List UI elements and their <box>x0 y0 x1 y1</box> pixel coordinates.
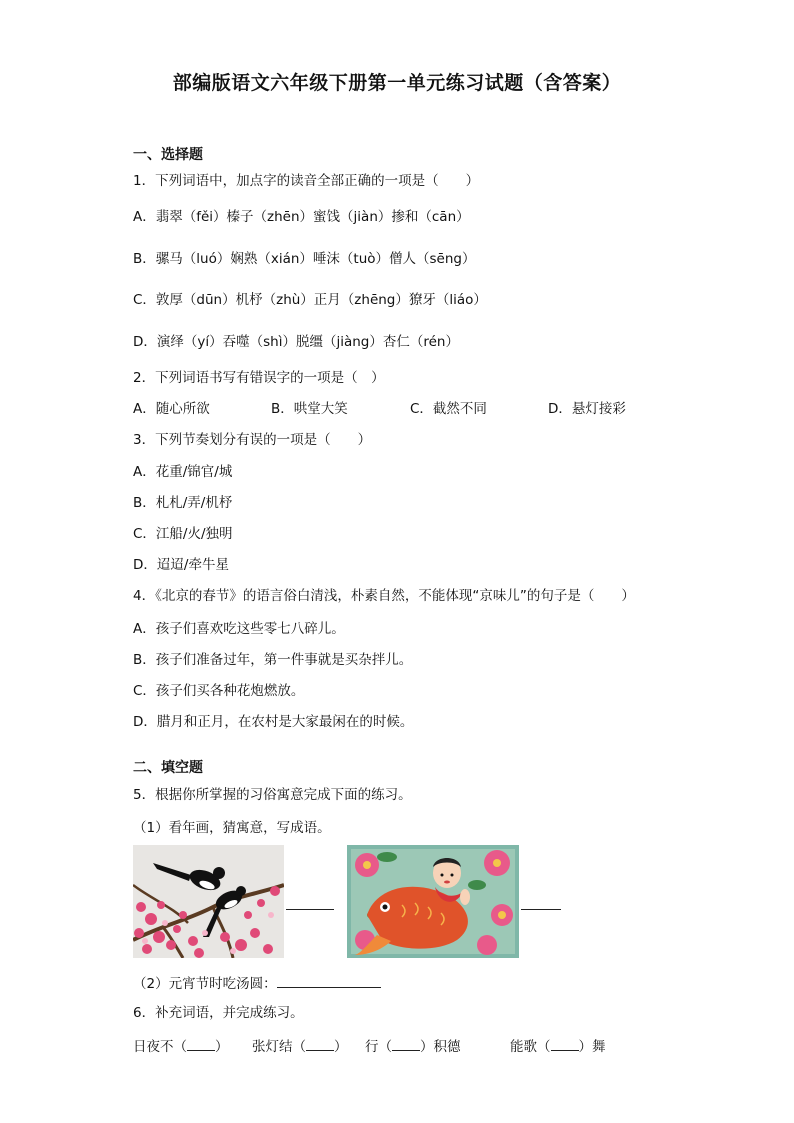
fill-item-2-prefix: 张灯结（ <box>252 1039 306 1055</box>
section-heading-fill: 二、填空题 <box>133 760 203 776</box>
question-2-stem: 2．下列词语书写有错误字的一项是（ ） <box>133 370 385 386</box>
question-5-sub-2 <box>133 973 381 993</box>
fill-item-2 <box>252 1035 348 1055</box>
child-carp-illustration <box>347 845 519 958</box>
answer-blank-1[interactable] <box>286 909 334 910</box>
page-title: 部编版语文六年级下册第一单元练习试题（含答案） <box>172 72 622 94</box>
question-1-option-b: B．骡马（luó）娴熟（xián）唾沫（tuò）僧人（sēng） <box>133 251 476 267</box>
question-3-option-a: A．花重/锦官/城 <box>133 464 233 480</box>
question-6-stem: 6．补充词语，并完成练习。 <box>133 1005 304 1021</box>
fill-item-4-prefix: 能歌（ <box>510 1039 551 1055</box>
question-3-option-c: C．江船/火/独明 <box>133 526 233 542</box>
question-1-option-a: A．翡翠（fěi）榛子（zhēn）蜜饯（jiàn）掺和（cān） <box>133 209 470 225</box>
question-1-option-d: D．演绎（yí）吞噬（shì）脱缰（jiàng）杏仁（rén） <box>133 334 459 350</box>
fill-item-3-suffix: ）积德 <box>420 1039 461 1055</box>
question-3-option-b: B．札札/弄/机杼 <box>133 495 233 511</box>
fill-item-2-suffix: ） <box>334 1039 348 1055</box>
fill-blank-2[interactable] <box>306 1036 334 1051</box>
question-1-stem: 1．下列词语中，加点字的读音全部正确的一项是（ ） <box>133 173 480 189</box>
fill-item-3 <box>365 1035 461 1055</box>
fill-blank-1[interactable] <box>187 1036 215 1051</box>
question-4-option-d: D．腊月和正月，在农村是大家最闲在的时候。 <box>133 714 414 730</box>
question-2-option-a: A．随心所欲 <box>133 401 210 417</box>
fill-blank-3[interactable] <box>392 1036 420 1051</box>
fill-item-1-prefix: 日夜不（ <box>133 1039 187 1055</box>
fill-item-1 <box>133 1035 229 1055</box>
section-heading-choice: 一、选择题 <box>133 147 203 163</box>
magpie-plum-painting <box>133 845 284 958</box>
question-5-sub-1: （1）看年画，猜寓意，写成语。 <box>133 820 331 836</box>
fill-item-4 <box>510 1035 606 1055</box>
question-4-stem: 4．《北京的春节》的语言俗白清浅，朴素自然，不能体现“京味儿”的句子是（ ） <box>133 588 635 604</box>
question-4-option-a: A．孩子们喜欢吃这些零七八碎儿。 <box>133 621 345 637</box>
question-5-sub-2-label: （2）元宵节时吃汤圆： <box>133 976 277 992</box>
question-3-option-d: D．迢迢/牵牛星 <box>133 557 229 573</box>
magpie-plum-illustration <box>133 845 284 958</box>
fill-item-1-suffix: ） <box>215 1039 229 1055</box>
fill-item-3-prefix: 行（ <box>365 1039 392 1055</box>
child-carp-painting <box>347 845 519 958</box>
question-2-options <box>133 400 693 418</box>
question-5-stem: 5．根据你所掌握的习俗寓意完成下面的练习。 <box>133 787 412 803</box>
question-4-option-c: C．孩子们买各种花炮燃放。 <box>133 683 305 699</box>
answer-blank-2[interactable] <box>521 909 561 910</box>
question-3-stem: 3．下列节奏划分有误的一项是（ ） <box>133 432 372 448</box>
question-4-option-b: B．孩子们准备过年，第一件事就是买杂拌儿。 <box>133 652 413 668</box>
answer-blank-3[interactable] <box>277 973 381 988</box>
fill-item-4-suffix: ）舞 <box>578 1039 606 1055</box>
question-1-option-c: C．敦厚（dūn）机杼（zhù）正月（zhēng）獠牙（liáo） <box>133 292 487 308</box>
question-2-option-b: B．哄堂大笑 <box>271 401 348 417</box>
question-2-option-c: C．截然不同 <box>410 401 487 417</box>
question-2-option-d: D．悬灯接彩 <box>548 401 626 417</box>
fill-blank-4[interactable] <box>551 1036 579 1051</box>
